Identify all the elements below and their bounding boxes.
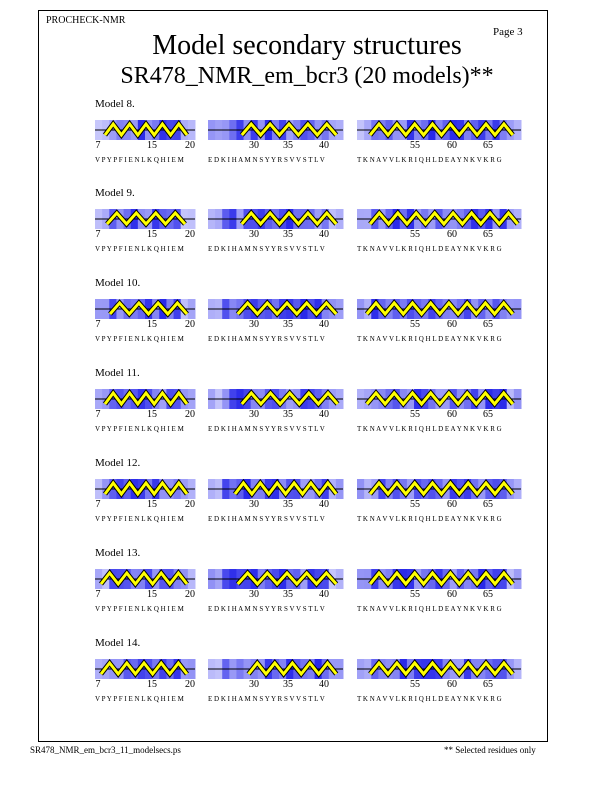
- residue-ticks: [208, 229, 343, 241]
- residue-tick-label: 65: [483, 409, 493, 420]
- model-block: [0, 277, 612, 363]
- residue-tick-label: 35: [283, 679, 293, 690]
- residue-sequence: E D K I H A M N S Y Y R S V V S T L V: [208, 605, 325, 613]
- residue-tick-label: 7: [95, 589, 101, 600]
- residue-tick-label: 35: [283, 409, 293, 420]
- structure-segment: [357, 120, 521, 180]
- secondary-structure-plot: [208, 120, 343, 140]
- secondary-structure-plot: [95, 120, 195, 140]
- residue-ticks: [95, 679, 195, 691]
- residue-tick-label: 30: [249, 409, 259, 420]
- secondary-structure-plot: [208, 299, 343, 319]
- residue-tick-label: 60: [447, 679, 457, 690]
- structure-segment: [95, 659, 195, 719]
- secondary-structure-plot: [357, 389, 521, 409]
- residue-tick-label: 20: [185, 499, 195, 510]
- structure-segment: [357, 299, 521, 359]
- residue-tick-label: 40: [319, 140, 329, 151]
- residue-tick-label: 55: [410, 140, 420, 151]
- structure-segment: [95, 479, 195, 539]
- structure-segment: [95, 299, 195, 359]
- residue-ticks: [357, 229, 521, 241]
- residue-tick-label: 15: [147, 679, 157, 690]
- structure-segment: [95, 120, 195, 180]
- residue-sequence: V P Y P F I E N L K Q H I E M: [95, 335, 184, 343]
- footer-filename: SR478_NMR_em_bcr3_11_modelsecs.ps: [30, 745, 181, 755]
- residue-ticks: [95, 140, 195, 152]
- residue-sequence: E D K I H A M N S Y Y R S V V S T L V: [208, 156, 325, 164]
- residue-tick-label: 60: [447, 499, 457, 510]
- structure-segment: [95, 389, 195, 449]
- secondary-structure-plot: [208, 389, 343, 409]
- residue-ticks: [357, 409, 521, 421]
- page-number: Page 3: [493, 26, 523, 38]
- secondary-structure-plot: [208, 569, 343, 589]
- residue-sequence: T K N A V V L K R I Q H L D E A Y N K V K R G: [357, 335, 502, 343]
- residue-tick-label: 15: [147, 319, 157, 330]
- residue-tick-label: 55: [410, 679, 420, 690]
- residue-ticks: [357, 679, 521, 691]
- residue-tick-label: 15: [147, 229, 157, 240]
- secondary-structure-plot: [357, 209, 521, 229]
- model-label: Model 9.: [95, 187, 135, 199]
- structure-segment: [357, 659, 521, 719]
- residue-ticks: [208, 140, 343, 152]
- residue-tick-label: 35: [283, 499, 293, 510]
- residue-sequence: V P Y P F I E N L K Q H I E M: [95, 605, 184, 613]
- residue-sequence: T K N A V V L K R I Q H L D E A Y N K V K R G: [357, 605, 502, 613]
- residue-tick-label: 7: [95, 140, 101, 151]
- model-label: Model 8.: [95, 98, 135, 110]
- residue-tick-label: 40: [319, 679, 329, 690]
- residue-tick-label: 30: [249, 589, 259, 600]
- residue-tick-label: 65: [483, 140, 493, 151]
- residue-sequence: E D K I H A M N S Y Y R S V V S T L V: [208, 425, 325, 433]
- residue-tick-label: 35: [283, 319, 293, 330]
- residue-tick-label: 55: [410, 229, 420, 240]
- residue-sequence: E D K I H A M N S Y Y R S V V S T L V: [208, 515, 325, 523]
- residue-tick-label: 20: [185, 229, 195, 240]
- page-subtitle: SR478_NMR_em_bcr3 (20 models)**: [120, 63, 494, 89]
- residue-tick-label: 55: [410, 409, 420, 420]
- residue-tick-label: 15: [147, 409, 157, 420]
- residue-tick-label: 7: [95, 679, 101, 690]
- residue-tick-label: 30: [249, 499, 259, 510]
- structure-segment: [357, 569, 521, 629]
- residue-tick-label: 30: [249, 229, 259, 240]
- residue-tick-label: 30: [249, 319, 259, 330]
- residue-ticks: [357, 140, 521, 152]
- secondary-structure-plot: [95, 479, 195, 499]
- residue-sequence: E D K I H A M N S Y Y R S V V S T L V: [208, 245, 325, 253]
- model-label: Model 11.: [95, 367, 140, 379]
- secondary-structure-plot: [95, 569, 195, 589]
- structure-segment: [208, 120, 343, 180]
- secondary-structure-plot: [208, 209, 343, 229]
- footer-note: ** Selected residues only: [444, 745, 536, 755]
- residue-tick-label: 60: [447, 319, 457, 330]
- residue-ticks: [208, 319, 343, 331]
- structure-segment: [208, 479, 343, 539]
- residue-ticks: [208, 589, 343, 601]
- residue-sequence: V P Y P F I E N L K Q H I E M: [95, 156, 184, 164]
- residue-ticks: [95, 589, 195, 601]
- residue-sequence: V P Y P F I E N L K Q H I E M: [95, 515, 184, 523]
- structure-segment: [208, 389, 343, 449]
- residue-tick-label: 15: [147, 499, 157, 510]
- residue-sequence: T K N A V V L K R I Q H L D E A Y N K V K R G: [357, 156, 502, 164]
- model-block: [0, 187, 612, 273]
- structure-segment: [208, 209, 343, 269]
- residue-tick-label: 15: [147, 589, 157, 600]
- residue-tick-label: 20: [185, 589, 195, 600]
- residue-sequence: T K N A V V L K R I Q H L D E A Y N K V K R G: [357, 245, 502, 253]
- residue-sequence: T K N A V V L K R I Q H L D E A Y N K V K R G: [357, 425, 502, 433]
- residue-tick-label: 40: [319, 499, 329, 510]
- residue-tick-label: 20: [185, 319, 195, 330]
- structure-segment: [357, 389, 521, 449]
- residue-ticks: [208, 679, 343, 691]
- model-label: Model 13.: [95, 547, 141, 559]
- model-label: Model 10.: [95, 277, 141, 289]
- residue-tick-label: 65: [483, 499, 493, 510]
- secondary-structure-plot: [95, 209, 195, 229]
- residue-tick-label: 35: [283, 589, 293, 600]
- residue-tick-label: 55: [410, 499, 420, 510]
- residue-sequence: V P Y P F I E N L K Q H I E M: [95, 425, 184, 433]
- model-block: [0, 98, 612, 184]
- secondary-structure-plot: [357, 299, 521, 319]
- residue-tick-label: 30: [249, 140, 259, 151]
- structure-segment: [357, 479, 521, 539]
- secondary-structure-plot: [208, 659, 343, 679]
- residue-tick-label: 20: [185, 409, 195, 420]
- residue-sequence: V P Y P F I E N L K Q H I E M: [95, 695, 184, 703]
- secondary-structure-plot: [357, 659, 521, 679]
- residue-tick-label: 60: [447, 589, 457, 600]
- residue-sequence: E D K I H A M N S Y Y R S V V S T L V: [208, 695, 325, 703]
- secondary-structure-plot: [95, 389, 195, 409]
- page-title: Model secondary structures: [152, 30, 462, 61]
- residue-tick-label: 7: [95, 229, 101, 240]
- residue-ticks: [95, 229, 195, 241]
- secondary-structure-plot: [95, 659, 195, 679]
- residue-ticks: [95, 409, 195, 421]
- program-name: PROCHECK-NMR: [46, 15, 126, 26]
- secondary-structure-plot: [357, 569, 521, 589]
- residue-tick-label: 30: [249, 679, 259, 690]
- residue-tick-label: 40: [319, 409, 329, 420]
- residue-tick-label: 55: [410, 319, 420, 330]
- residue-ticks: [357, 499, 521, 511]
- model-label: Model 12.: [95, 457, 141, 469]
- model-block: [0, 547, 612, 633]
- structure-segment: [95, 569, 195, 629]
- residue-tick-label: 20: [185, 679, 195, 690]
- secondary-structure-plot: [357, 479, 521, 499]
- model-block: [0, 367, 612, 453]
- residue-ticks: [357, 589, 521, 601]
- model-block: [0, 457, 612, 543]
- structure-segment: [208, 299, 343, 359]
- residue-tick-label: 7: [95, 499, 101, 510]
- secondary-structure-plot: [208, 479, 343, 499]
- residue-tick-label: 40: [319, 589, 329, 600]
- structure-segment: [208, 659, 343, 719]
- structure-segment: [357, 209, 521, 269]
- residue-tick-label: 60: [447, 409, 457, 420]
- residue-tick-label: 40: [319, 319, 329, 330]
- secondary-structure-plot: [95, 299, 195, 319]
- residue-tick-label: 40: [319, 229, 329, 240]
- residue-ticks: [208, 499, 343, 511]
- residue-sequence: E D K I H A M N S Y Y R S V V S T L V: [208, 335, 325, 343]
- residue-tick-label: 60: [447, 140, 457, 151]
- residue-tick-label: 7: [95, 319, 101, 330]
- residue-tick-label: 15: [147, 140, 157, 151]
- secondary-structure-plot: [357, 120, 521, 140]
- residue-tick-label: 20: [185, 140, 195, 151]
- residue-tick-label: 35: [283, 229, 293, 240]
- residue-tick-label: 60: [447, 229, 457, 240]
- model-label: Model 14.: [95, 637, 141, 649]
- residue-ticks: [95, 319, 195, 331]
- residue-ticks: [95, 499, 195, 511]
- structure-segment: [95, 209, 195, 269]
- residue-tick-label: 65: [483, 679, 493, 690]
- residue-tick-label: 65: [483, 319, 493, 330]
- residue-sequence: V P Y P F I E N L K Q H I E M: [95, 245, 184, 253]
- residue-tick-label: 65: [483, 589, 493, 600]
- model-block: [0, 637, 612, 723]
- residue-tick-label: 55: [410, 589, 420, 600]
- residue-tick-label: 7: [95, 409, 101, 420]
- residue-sequence: T K N A V V L K R I Q H L D E A Y N K V K R G: [357, 695, 502, 703]
- residue-ticks: [208, 409, 343, 421]
- residue-ticks: [357, 319, 521, 331]
- residue-sequence: T K N A V V L K R I Q H L D E A Y N K V K R G: [357, 515, 502, 523]
- residue-tick-label: 35: [283, 140, 293, 151]
- residue-tick-label: 65: [483, 229, 493, 240]
- structure-segment: [208, 569, 343, 629]
